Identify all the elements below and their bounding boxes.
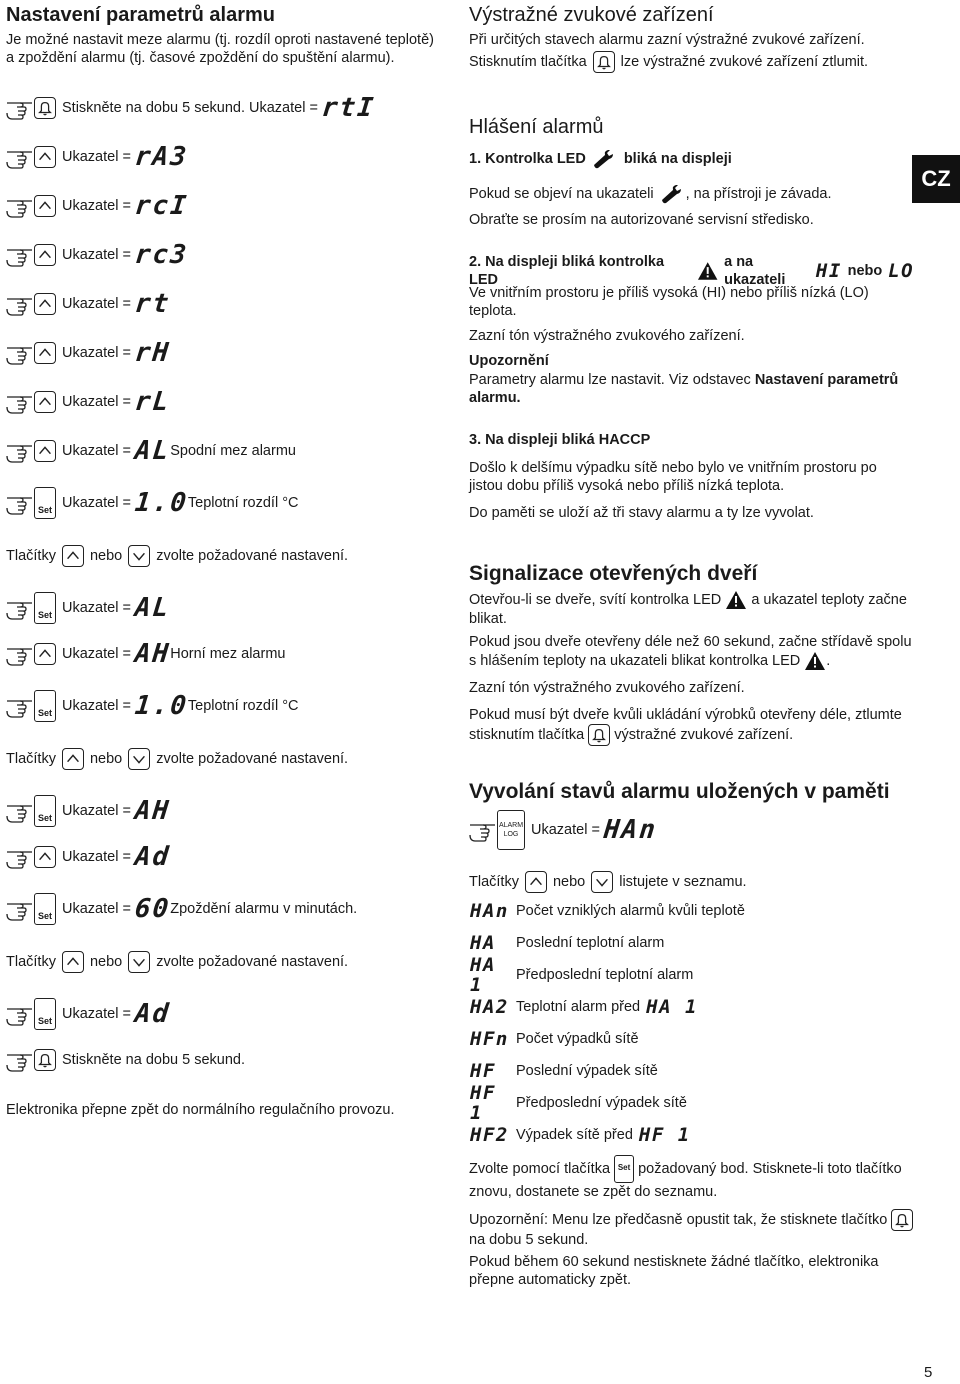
- step-label: Ukazatel =: [62, 600, 131, 616]
- display-code: AH: [133, 796, 172, 826]
- step-label: Ukazatel =: [62, 394, 131, 410]
- press-hand-icon: [6, 1048, 34, 1072]
- section-title-alarm-messages: Hlášení alarmů: [469, 116, 604, 138]
- chevron-up-icon: [36, 148, 54, 166]
- press-hand-icon: [6, 194, 34, 218]
- step-label: Ukazatel =: [62, 901, 131, 917]
- door-text2-a: Pokud jsou dveře otevřeny déle než 60 sekund, začne střídavě spolu s hlášením teploty na ukazateli blikat kontrolka LED: [469, 634, 912, 669]
- door-text4-a: Pokud musí být dveře kvůli ukládání výrobků otevřeny déle, ztlumte stisknutím tlačítka: [469, 707, 902, 743]
- timeout-text: Pokud během 60 sekund nestisknete žádné tlačítko, elektronika přepne automaticky zpět.: [469, 1254, 879, 1288]
- down-button[interactable]: [128, 545, 150, 567]
- chevron-up-icon: [36, 197, 54, 215]
- message-2-text3: [469, 371, 914, 407]
- message-2-warning: Upozornění: [469, 353, 549, 369]
- list-text: Poslední výpadek sítě: [516, 1063, 658, 1079]
- msg1-text-pre: Pokud se objeví na ukazateli: [469, 186, 654, 202]
- display-code: rcI: [133, 191, 190, 221]
- alarm-bell-button[interactable]: [34, 1049, 56, 1071]
- choose-label: Tlačítky: [6, 751, 56, 767]
- press-hand-icon: [6, 845, 34, 869]
- press-hand-icon: [6, 491, 34, 515]
- list-item: [470, 930, 664, 956]
- door-text2: Pokud jsou dveře otevřeny déle než 60 sekund, začne střídavě spolu s hlášením teploty na ukazateli blikat kontrolka LED .: [469, 633, 914, 671]
- list-code: HA2: [470, 996, 509, 1018]
- step-row: [6, 240, 188, 270]
- list-item: [470, 1122, 691, 1148]
- chevron-up-icon: [64, 750, 82, 768]
- choose-text: zvolte požadované nastavení.: [156, 751, 349, 767]
- up-button[interactable]: [34, 391, 56, 413]
- step-label: Ukazatel =: [62, 198, 131, 214]
- chevron-up-icon: [36, 442, 54, 460]
- msg2-text3-a: Parametry alarmu lze nastavit. Viz odstavec: [469, 372, 755, 388]
- message-2-text2: Zazní tón výstražného zvukového zařízení.: [469, 328, 745, 344]
- choose-row: [6, 541, 348, 571]
- display-code: rL: [133, 387, 172, 417]
- set-button[interactable]: Set: [34, 893, 56, 925]
- msg1-head-post: bliká na displeji: [623, 151, 732, 167]
- step-row: [6, 842, 170, 872]
- up-button[interactable]: [34, 293, 56, 315]
- press-hand-icon: [6, 439, 34, 463]
- door-text4: [469, 706, 914, 746]
- press-hand-icon: [6, 390, 34, 414]
- step-label: Ukazatel =: [62, 1006, 131, 1022]
- list-item: [470, 1058, 658, 1084]
- wrench-icon: [592, 149, 618, 169]
- chevron-up-icon: [36, 393, 54, 411]
- alarm-bell-button[interactable]: [588, 724, 610, 746]
- door-text4-b: výstražné zvukové zařízení.: [614, 726, 794, 743]
- or-label: nebo: [89, 548, 123, 564]
- chevron-down-icon: [130, 547, 148, 565]
- language-tab: CZ: [912, 155, 960, 203]
- set-button[interactable]: Set: [34, 998, 56, 1030]
- list-text: Počet vzniklých alarmů kvůli teplotě: [516, 903, 745, 919]
- display-code: rA3: [133, 142, 190, 172]
- step-note: Teplotní rozdíl °C: [187, 698, 299, 714]
- up-button[interactable]: [62, 748, 84, 770]
- message-1-text: [469, 184, 914, 204]
- outro-text: Elektronika přepne zpět do normálního regulačního provozu.: [6, 1102, 395, 1118]
- note-text: [469, 1209, 914, 1249]
- note-text-pre: Upozornění: Menu lze předčasně opustit tak, že stisknete tlačítko: [469, 1211, 888, 1228]
- step-label: Ukazatel =: [62, 495, 131, 511]
- or-label: nebo: [89, 954, 123, 970]
- alarm-bell-button[interactable]: [593, 51, 615, 73]
- bell-icon: [36, 1051, 54, 1069]
- choose-text: zvolte požadované nastavení.: [156, 954, 349, 970]
- up-button[interactable]: [34, 342, 56, 364]
- up-button[interactable]: [62, 951, 84, 973]
- siren-text-mute: [469, 51, 914, 73]
- list-code-ref: HF 1: [638, 1124, 691, 1146]
- down-button[interactable]: [591, 871, 613, 893]
- browse-pre: Tlačítky: [469, 874, 519, 890]
- press-hand-icon: [6, 799, 34, 823]
- step-label: Ukazatel =: [62, 646, 131, 662]
- choose-row: [6, 744, 348, 774]
- display-code-hi: HI: [815, 260, 842, 282]
- bell-icon: [595, 53, 613, 71]
- step-note: Zpoždění alarmu v minutách.: [170, 901, 358, 917]
- list-code: HF: [470, 1060, 496, 1082]
- set-button[interactable]: Set: [614, 1155, 634, 1183]
- step-label: Ukazatel =: [62, 849, 131, 865]
- msg2-text3-b: Nastavení parametrů alarmu.: [469, 372, 899, 406]
- press-hand-icon: [6, 243, 34, 267]
- list-item: [470, 1026, 639, 1052]
- message-1-text2: Obraťte se prosím na autorizované servisní středisko.: [469, 212, 814, 228]
- browse-or: nebo: [552, 874, 586, 890]
- step-label: Stiskněte na dobu 5 sekund. Ukazatel =: [62, 100, 318, 116]
- chevron-up-icon: [36, 645, 54, 663]
- up-button[interactable]: [34, 146, 56, 168]
- up-button[interactable]: [34, 846, 56, 868]
- display-code: 1.0: [133, 691, 190, 721]
- section-title-memory: Vyvolání stavů alarmu uložených v paměti: [469, 780, 890, 803]
- display-code: HAn: [602, 815, 659, 845]
- list-text: Počet výpadků sítě: [516, 1031, 639, 1047]
- alarm-log-row: [469, 810, 657, 850]
- list-code: HA: [470, 932, 496, 954]
- press-hand-icon: [6, 145, 34, 169]
- list-item: [470, 994, 698, 1020]
- press-hand-icon: [6, 1002, 34, 1026]
- message-3-heading: 3. Na displeji bliká HACCP: [469, 432, 651, 448]
- step-row: [6, 289, 170, 319]
- siren-text: Při určitých stavech alarmu zazní výstražné zvukové zařízení.: [469, 32, 865, 48]
- list-text: Poslední teplotní alarm: [516, 935, 665, 951]
- wrench-icon: [660, 184, 686, 204]
- press-hand-icon: [6, 642, 34, 666]
- step-label: Ukazatel =: [62, 698, 131, 714]
- step-row: [6, 996, 170, 1032]
- chevron-up-icon: [527, 873, 545, 891]
- list-item: [470, 954, 694, 996]
- step-label: Ukazatel =: [62, 149, 131, 165]
- display-code: rt: [133, 289, 172, 319]
- step-label: Ukazatel =: [62, 803, 131, 819]
- message-3-text1: Došlo k delšímu výpadku sítě nebo bylo ve vnitřním prostoru po jistou dobu příliš vysoká nebo příliš nízká teplota.: [469, 460, 877, 494]
- display-code: AH: [133, 639, 172, 669]
- display-code: AL: [133, 436, 172, 466]
- step-row: [6, 93, 375, 123]
- bell-icon: [893, 1211, 911, 1229]
- press-hand-icon: [6, 694, 34, 718]
- step-row: [6, 793, 170, 829]
- msg1-head-pre: 1. Kontrolka LED: [469, 151, 586, 167]
- browse-post: listujete v seznamu.: [619, 874, 747, 890]
- step-row: [6, 590, 170, 626]
- chevron-down-icon: [130, 953, 148, 971]
- display-code: Ad: [133, 999, 172, 1029]
- step-note: Spodní mez alarmu: [170, 443, 296, 459]
- set-button[interactable]: Set: [34, 592, 56, 624]
- step-note: Teplotní rozdíl °C: [187, 495, 299, 511]
- step-label: Ukazatel =: [62, 345, 131, 361]
- list-code: HF 1: [470, 1082, 496, 1124]
- list-item: [470, 1082, 687, 1124]
- message-2-text1: Ve vnitřním prostoru je příliš vysoká (HI) nebo příliš nízká (LO) teplota.: [469, 285, 869, 319]
- choose-label: Tlačítky: [6, 954, 56, 970]
- bell-icon: [36, 99, 54, 117]
- alarm-bell-button[interactable]: [34, 97, 56, 119]
- set-button[interactable]: Set: [34, 487, 56, 519]
- alarm-log-button[interactable]: ALARM LOG: [497, 810, 525, 850]
- bell-icon: [590, 726, 608, 744]
- door-text1-b: a ukazatel teploty začne blikat.: [469, 591, 907, 627]
- choose-row: [6, 947, 348, 977]
- msg2-head-b: a na ukazateli: [724, 254, 786, 288]
- down-button[interactable]: [128, 951, 150, 973]
- press-hand-icon: [6, 596, 34, 620]
- step-row: [6, 338, 170, 368]
- step-row: [6, 688, 298, 724]
- page-number: 5: [924, 1364, 933, 1381]
- press-hand-icon: [6, 96, 34, 120]
- section-title-siren: Výstražné zvukové zařízení: [469, 4, 714, 26]
- message-1-heading: [469, 149, 914, 169]
- warning-icon: [725, 590, 747, 610]
- mute-text-post: lze výstražné zvukové zařízení ztlumit.: [620, 54, 869, 70]
- step-row: [6, 387, 170, 417]
- select-text-pre: Zvolte pomocí tlačítka: [469, 1160, 611, 1177]
- msg2-head-a: 2. Na displeji bliká kontrolka LED: [469, 254, 665, 288]
- step-label: Ukazatel =: [62, 296, 131, 312]
- door-text1-a: Otevřou-li se dveře, svítí kontrolka LED: [469, 591, 722, 608]
- chevron-up-icon: [64, 953, 82, 971]
- display-code: AL: [133, 593, 172, 623]
- up-button[interactable]: [34, 195, 56, 217]
- press-hand-icon: [6, 897, 34, 921]
- display-code-lo: LO: [888, 260, 915, 282]
- step-row: [6, 639, 285, 669]
- list-text: Teplotní alarm před: [516, 999, 641, 1015]
- select-text: [469, 1155, 914, 1201]
- list-text: Předposlední teplotní alarm: [516, 967, 694, 983]
- step-row: [6, 191, 188, 221]
- msg1-text-post: , na přístroji je závada.: [685, 186, 832, 202]
- step-row: [6, 891, 357, 927]
- step-label: Ukazatel =: [62, 247, 131, 263]
- warning-icon: [804, 651, 826, 671]
- press-hand-icon: [6, 292, 34, 316]
- display-code: rc3: [133, 240, 190, 270]
- step-label: Ukazatel =: [62, 443, 131, 459]
- set-button[interactable]: Set: [34, 690, 56, 722]
- step-label: Stiskněte na dobu 5 sekund.: [62, 1052, 245, 1068]
- warning-icon: [697, 261, 718, 281]
- message-3-text2: Do paměti se uloží až tři stavy alarmu a ty lze vyvolat.: [469, 505, 814, 521]
- chevron-up-icon: [36, 246, 54, 264]
- log-label: Ukazatel =: [531, 822, 600, 838]
- up-button[interactable]: [525, 871, 547, 893]
- section-title-door: Signalizace otevřených dveří: [469, 562, 758, 585]
- mute-text-pre: Stisknutím tlačítka: [469, 54, 587, 70]
- step-note: Horní mez alarmu: [170, 646, 286, 662]
- up-button[interactable]: [34, 244, 56, 266]
- chevron-up-icon: [64, 547, 82, 565]
- choose-label: Tlačítky: [6, 548, 56, 564]
- list-text: Výpadek sítě před: [516, 1127, 633, 1143]
- intro-text: Je možné nastavit meze alarmu (tj. rozdíl oproti nastavené teplotě) a zpoždění alarmu (tj. časové zpoždění do spuštění alarmu).: [6, 32, 434, 66]
- step-row: [6, 436, 296, 466]
- door-text1: [469, 590, 914, 628]
- note-text-post: na dobu 5 sekund.: [469, 1232, 589, 1248]
- list-code-ref: HA 1: [646, 996, 698, 1018]
- list-code: HAn: [470, 900, 509, 922]
- display-code: Ad: [133, 842, 172, 872]
- browse-row: [469, 871, 747, 893]
- chevron-up-icon: [36, 344, 54, 362]
- door-text3: Zazní tón výstražného zvukového zařízení.: [469, 680, 745, 696]
- up-button[interactable]: [62, 545, 84, 567]
- chevron-up-icon: [36, 295, 54, 313]
- choose-text: zvolte požadované nastavení.: [156, 548, 349, 564]
- step-row: [6, 142, 188, 172]
- up-button[interactable]: [34, 440, 56, 462]
- display-code: 1.0: [133, 488, 190, 518]
- display-code: rtI: [320, 93, 377, 123]
- step-row: [6, 485, 298, 521]
- chevron-down-icon: [593, 873, 611, 891]
- alarm-bell-button[interactable]: [891, 1209, 913, 1231]
- list-item: [470, 898, 745, 924]
- display-code: 60: [133, 894, 172, 924]
- or-label: nebo: [89, 751, 123, 767]
- list-text: Předposlední výpadek sítě: [516, 1095, 687, 1111]
- up-button[interactable]: [34, 643, 56, 665]
- list-code: HFn: [470, 1028, 509, 1050]
- list-code: HA 1: [470, 954, 496, 996]
- display-code: rH: [133, 338, 172, 368]
- press-hand-icon: [6, 341, 34, 365]
- down-button[interactable]: [128, 748, 150, 770]
- chevron-down-icon: [130, 750, 148, 768]
- step-row: [6, 1045, 245, 1075]
- list-code: HF2: [470, 1124, 509, 1146]
- chevron-up-icon: [36, 848, 54, 866]
- press-hand-icon: [469, 818, 497, 842]
- msg2-head-c: nebo: [847, 263, 883, 279]
- select-text-post: požadovaný bod. Stisknete-li toto tlačítko znovu, dostanete se zpět do seznamu.: [469, 1160, 902, 1200]
- section-title-alarm-params: Nastavení parametrů alarmu: [6, 4, 276, 26]
- set-button[interactable]: Set: [34, 795, 56, 827]
